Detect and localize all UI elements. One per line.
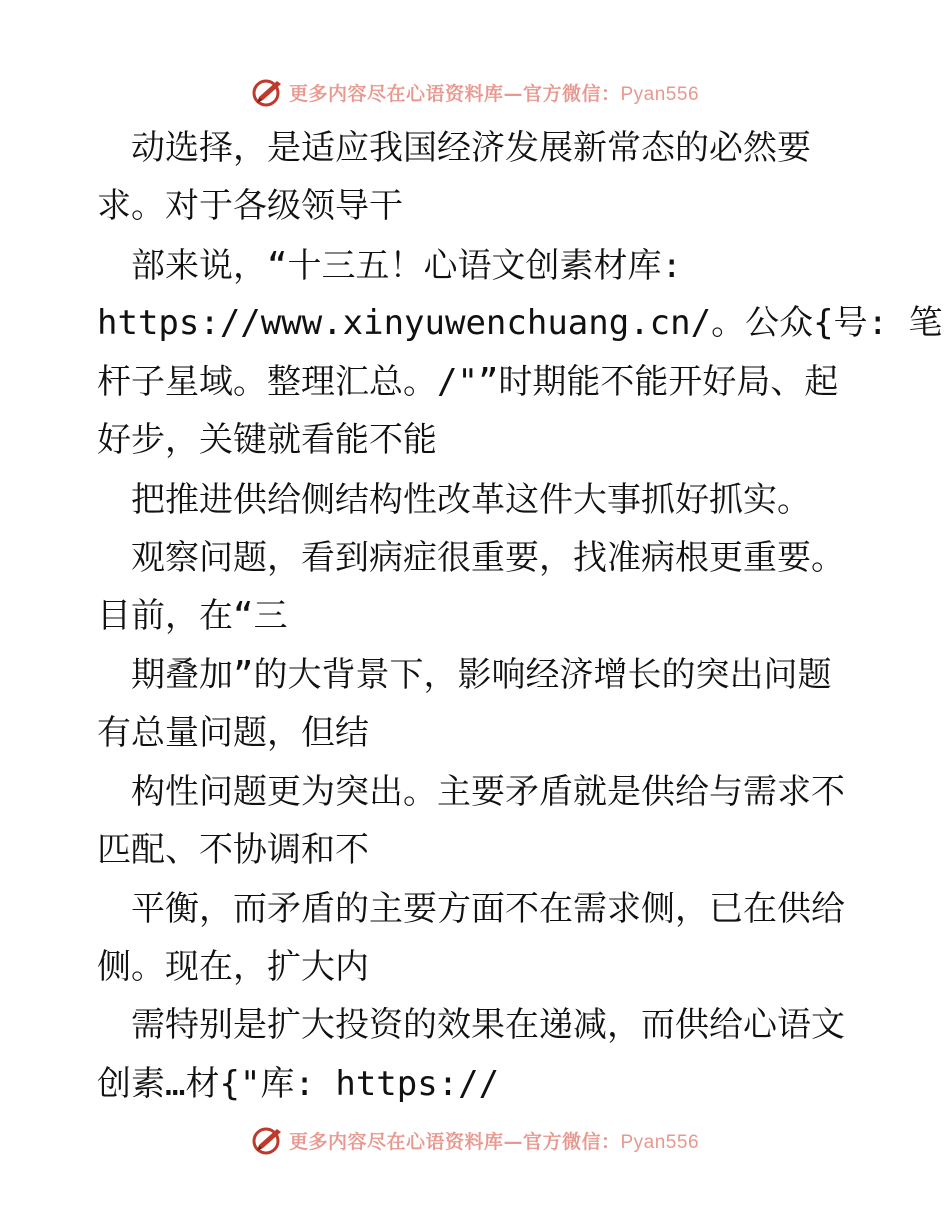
text-line: 求。对于各级领导干 xyxy=(97,186,403,226)
text-line: 构性问题更为突出。主要矛盾就是供给与需求不 xyxy=(97,772,845,812)
watermark-text: 更多内容尽在心语资料库—官方微信：Pyan556 xyxy=(288,1130,700,1153)
text-line: 期叠加”的大背景下，影响经济增长的突出问题 xyxy=(97,655,832,695)
text-line: 平衡，而矛盾的主要方面不在需求侧，已在供给 xyxy=(97,889,845,929)
text-line: 目前，在“三 xyxy=(97,596,288,636)
footer-watermark xyxy=(0,1120,950,1160)
header-watermark xyxy=(0,72,950,112)
pen-logo-icon xyxy=(251,1123,285,1157)
text-line: 杆子星域。整理汇总。/"”时期能不能开好局、起 xyxy=(97,362,839,402)
text-line: 创素…材{"库: https:// xyxy=(97,1064,500,1104)
text-line: 匹配、不协调和不 xyxy=(97,830,369,870)
text-line: 有总量问题，但结 xyxy=(97,713,369,753)
watermark-text: 更多内容尽在心语资料库—官方微信：Pyan556 xyxy=(288,82,700,105)
text-line: 需特别是扩大投资的效果在递减，而供给心语文 xyxy=(97,1005,845,1045)
text-line: https://www.xinyuwenchuang.cn/。公众{号: 笔 xyxy=(97,303,943,343)
text-line: 好步，关键就看能不能 xyxy=(97,420,437,460)
text-line: 观察问题，看到病症很重要，找准病根更重要。 xyxy=(97,538,845,578)
text-line: 部来说，“十三五！心语文创素材库: xyxy=(97,246,682,286)
text-line: 动选择，是适应我国经济发展新常态的必然要 xyxy=(97,128,811,168)
text-line: 把推进供给侧结构性改革这件大事抓好抓实。 xyxy=(97,480,811,520)
text-line: 侧。现在，扩大内 xyxy=(97,947,369,987)
pen-logo-icon xyxy=(251,75,285,109)
